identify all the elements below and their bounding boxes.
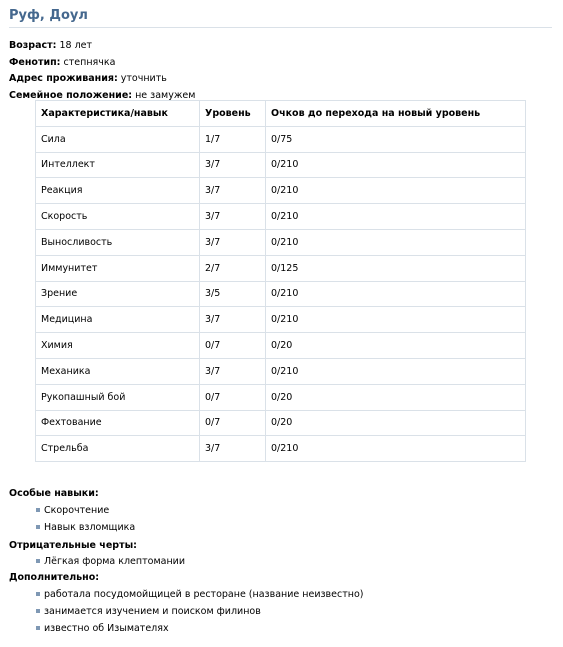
info-row-address	[9, 71, 195, 88]
info-label: Адрес проживания:	[9, 73, 118, 85]
cell-skill: Иммунитет	[36, 255, 200, 281]
table-row	[36, 307, 526, 333]
list-item-text: работала посудомойщицей в ресторане (название неизвестно)	[44, 589, 364, 600]
table-row	[36, 333, 526, 359]
column-header-points: Очков до перехода на новый уровень	[266, 101, 526, 127]
square-bullet-icon	[36, 525, 40, 529]
cell-level: 3/7	[200, 204, 266, 230]
cell-skill: Скорость	[36, 204, 200, 230]
cell-level: 3/7	[200, 229, 266, 255]
table-header-row	[36, 101, 526, 127]
square-bullet-icon	[36, 609, 40, 613]
cell-points: 0/20	[266, 384, 526, 410]
special-skills-list	[36, 502, 135, 536]
square-bullet-icon	[36, 559, 40, 563]
info-label: Фенотип:	[9, 56, 61, 68]
info-value: не замужем	[132, 89, 196, 101]
cell-skill: Интеллект	[36, 152, 200, 178]
table-row	[36, 384, 526, 410]
cell-skill: Выносливость	[36, 229, 200, 255]
info-value: уточнить	[117, 73, 167, 85]
cell-skill: Зрение	[36, 281, 200, 307]
table-row	[36, 281, 526, 307]
cell-points: 0/125	[266, 255, 526, 281]
cell-level: 3/7	[200, 152, 266, 178]
additional-list	[36, 586, 363, 637]
cell-level: 0/7	[200, 333, 266, 359]
negative-traits-list	[36, 553, 185, 570]
cell-skill: Рукопашный бой	[36, 384, 200, 410]
square-bullet-icon	[36, 508, 40, 512]
cell-points: 0/210	[266, 436, 526, 462]
cell-level: 3/5	[200, 281, 266, 307]
list-item-text: занимается изучением и поиском филинов	[44, 606, 261, 617]
list-item-text: Навык взломщика	[44, 522, 136, 533]
table-row	[36, 178, 526, 204]
list-item-text: Лёгкая форма клептомании	[44, 556, 186, 567]
cell-level: 1/7	[200, 126, 266, 152]
cell-skill: Химия	[36, 333, 200, 359]
cell-points: 0/210	[266, 358, 526, 384]
list-item	[36, 502, 135, 519]
cell-level: 3/7	[200, 436, 266, 462]
cell-skill: Сила	[36, 126, 200, 152]
column-header-skill: Характеристика/навык	[36, 101, 200, 127]
cell-points: 0/210	[266, 204, 526, 230]
list-item	[36, 620, 363, 637]
cell-points: 0/210	[266, 307, 526, 333]
cell-points: 0/20	[266, 410, 526, 436]
info-block	[9, 38, 195, 104]
title-divider	[9, 27, 552, 28]
table-row	[36, 255, 526, 281]
info-value: степнячка	[60, 56, 116, 68]
cell-points: 0/210	[266, 152, 526, 178]
info-label: Возраст:	[9, 40, 57, 51]
table-row	[36, 358, 526, 384]
info-row-age	[9, 38, 195, 55]
table-row	[36, 204, 526, 230]
info-value: 18 лет	[56, 40, 93, 51]
square-bullet-icon	[36, 592, 40, 596]
negative-traits-heading: Отрицательные черты:	[9, 540, 137, 551]
cell-level: 0/7	[200, 384, 266, 410]
stats-table	[35, 100, 526, 462]
cell-level: 0/7	[200, 410, 266, 436]
square-bullet-icon	[36, 626, 40, 630]
cell-level: 3/7	[200, 307, 266, 333]
cell-points: 0/75	[266, 126, 526, 152]
cell-level: 3/7	[200, 178, 266, 204]
table-row	[36, 436, 526, 462]
additional-heading: Дополнительно:	[9, 572, 100, 583]
cell-skill: Фехтование	[36, 410, 200, 436]
info-row-phenotype	[9, 55, 195, 72]
page-title: Руф, Доул	[9, 8, 88, 23]
column-header-level: Уровень	[200, 101, 266, 127]
cell-skill: Реакция	[36, 178, 200, 204]
cell-points: 0/210	[266, 281, 526, 307]
cell-points: 0/210	[266, 178, 526, 204]
list-item-text: Скорочтение	[44, 505, 110, 516]
list-item	[36, 519, 135, 536]
list-item	[36, 586, 363, 603]
info-label: Семейное положение:	[9, 89, 133, 101]
cell-skill: Механика	[36, 358, 200, 384]
list-item	[36, 553, 185, 570]
cell-points: 0/20	[266, 333, 526, 359]
table-row	[36, 152, 526, 178]
table-row	[36, 126, 526, 152]
cell-skill: Стрельба	[36, 436, 200, 462]
table-row	[36, 229, 526, 255]
list-item-text: известно об Изымателях	[44, 623, 169, 634]
cell-level: 3/7	[200, 358, 266, 384]
special-skills-heading: Особые навыки:	[9, 488, 99, 499]
cell-points: 0/210	[266, 229, 526, 255]
list-item	[36, 603, 363, 620]
cell-skill: Медицина	[36, 307, 200, 333]
cell-level: 2/7	[200, 255, 266, 281]
table-row	[36, 410, 526, 436]
